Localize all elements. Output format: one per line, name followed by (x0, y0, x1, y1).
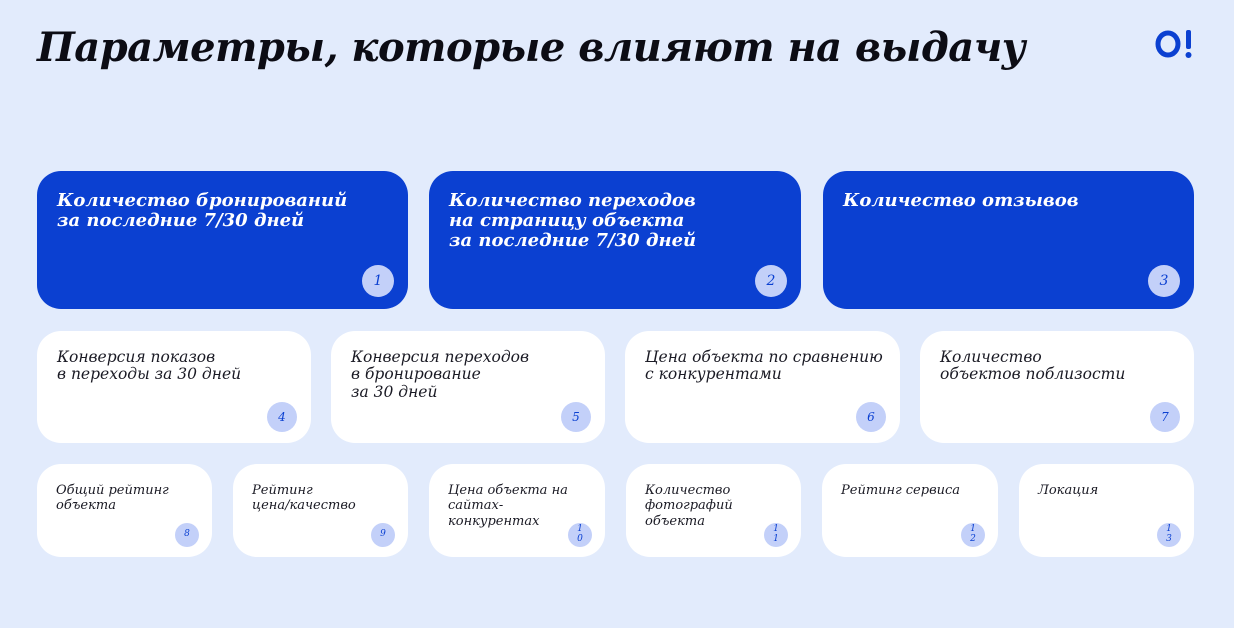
parameter-card-6 (625, 331, 900, 443)
parameter-number-badge: 4 (267, 402, 297, 432)
parameter-card-8 (37, 464, 212, 557)
parameter-number-badge: 1 (362, 265, 394, 297)
parameter-number-badge: 3 (1148, 265, 1180, 297)
parameter-label: Цена объекта на сайтах- конкурентах (448, 483, 568, 529)
o-exclamation-logo-icon (1155, 26, 1195, 60)
parameter-number-badge: 5 (561, 402, 591, 432)
parameter-card-11 (626, 464, 801, 557)
parameter-card-9 (233, 464, 408, 557)
parameter-card-13 (1019, 464, 1194, 557)
parameter-card-5 (331, 331, 605, 443)
parameter-label: Количество отзывов (843, 190, 1079, 211)
parameter-number-badge: 1 1 (764, 523, 788, 547)
parameter-card-3 (823, 171, 1194, 309)
parameter-number-badge: 2 (755, 265, 787, 297)
parameter-card-7 (920, 331, 1194, 443)
parameter-number-badge: 8 (175, 523, 199, 547)
parameter-label: Общий рейтинг объекта (56, 483, 169, 514)
parameter-label: Количество объектов поблизости (940, 348, 1126, 384)
parameter-label: Количество переходов на страницу объекта за последние 7/30 дней (449, 190, 697, 252)
parameter-label: Количество фотографий объекта (645, 483, 733, 529)
parameter-card-4 (37, 331, 311, 443)
parameter-label: Количество бронирований за последние 7/30 дней (57, 190, 348, 232)
parameter-label: Цена объекта по сравнению с конкурентами (645, 348, 883, 384)
parameter-number-badge: 9 (371, 523, 395, 547)
parameter-number-badge: 7 (1150, 402, 1180, 432)
parameter-card-10 (429, 464, 605, 557)
parameter-card-1 (37, 171, 408, 309)
parameter-number-badge: 6 (856, 402, 886, 432)
parameter-label: Рейтинг цена/качество (252, 483, 356, 514)
parameter-label: Конверсия переходов в бронирование за 30 дней (351, 348, 530, 401)
page-title: Параметры, которые влияют на выдачу (37, 24, 1026, 71)
parameter-number-badge: 1 3 (1157, 523, 1181, 547)
parameter-label: Рейтинг сервиса (841, 483, 961, 498)
parameter-label: Локация (1038, 483, 1099, 498)
parameter-card-2 (429, 171, 801, 309)
parameter-card-12 (822, 464, 998, 557)
parameter-number-badge: 1 2 (961, 523, 985, 547)
parameter-number-badge: 1 0 (568, 523, 592, 547)
parameter-label: Конверсия показов в переходы за 30 дней (57, 348, 242, 384)
